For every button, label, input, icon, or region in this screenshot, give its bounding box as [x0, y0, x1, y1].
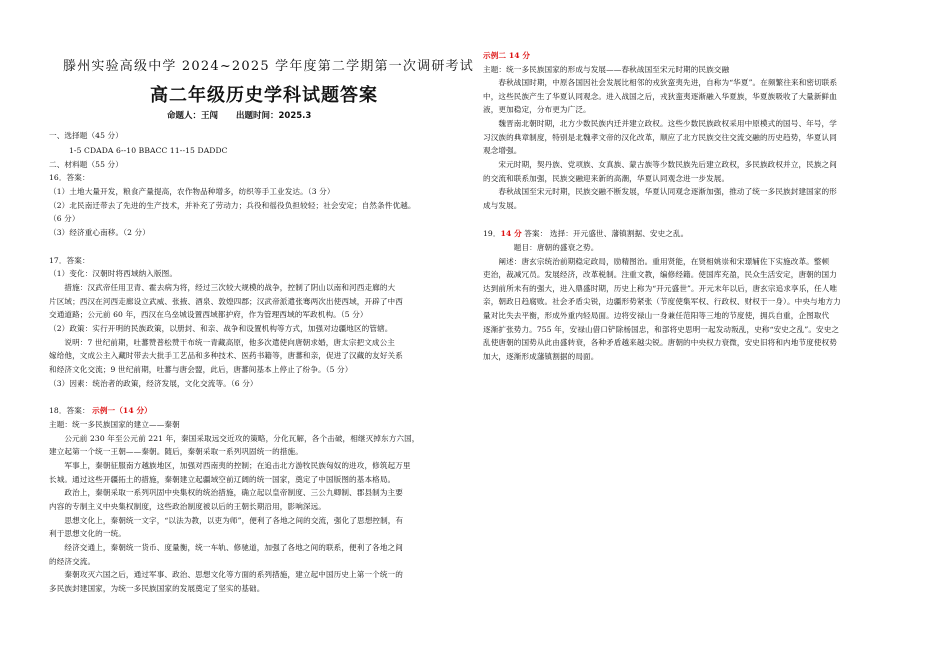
q18-heading	[49, 405, 152, 416]
q17-text: 和经济文化交流；9 世纪前期，吐蕃与唐会盟，此后，唐蕃间基本上停止了纷争。（5 分）	[49, 365, 353, 374]
q18-ex2-text: 的交流和联系加强，民族交融迎来新的高潮，华夏认同观念进一步发展。	[483, 174, 730, 183]
q17-text: 说明：7 世纪前期，吐蕃赞普松赞干布统一青藏高原，他多次遣使向唐朝求婚，唐太宗把文成公主	[49, 338, 395, 347]
q17-text: 片区域；西汉在河西走廊设立武威、张掖、酒泉、敦煌四郡；汉武帝派遣张骞两次出使西域，开辟了中西	[49, 297, 403, 306]
q18-text: 军事上，秦朝征服南方越族地区，加强对西南夷的控制；在追击北方游牧民族匈奴的进攻，修筑起万里	[49, 461, 411, 470]
q19-text: 阐述：唐玄宗统治前期稳定政局，励精图治。重用贤能，在贤相姚崇和宋璟辅佐下实施改革。整顿	[483, 257, 830, 266]
q19-heading	[483, 228, 688, 239]
page-title: 高二年级历史学科试题答案	[150, 85, 378, 106]
q18-text: 思想文化上，秦朝统一文字，“以法为教，以吏为师”，便利了各地之间的交流，强化了思想控制，有	[49, 516, 404, 525]
q18-text: 政治上，秦朝采取一系列巩固中央集权的统治措施，确立起以皇帝制度、三公九卿制、郡县制为主要	[49, 488, 403, 497]
q18-text: 内容的专制主义中央集权制度，这些政治制度被以后的王朝长期沿用，影响深远。	[49, 502, 326, 511]
q16-answer-2: （2）北民南迁带去了先进的生产技术，并补充了劳动力；兵役和徭役负担较轻；社会安定；自然条件优越。	[49, 201, 416, 210]
q18-text: 的经济交流。	[49, 557, 96, 566]
exam-time: 出题时间：2025.3	[236, 111, 312, 121]
section-choice-heading: 一、选择题（45 分）	[49, 131, 123, 140]
q19-text: 亲，朝政日趋腐败。社会矛盾尖锐，边疆形势紧张（节度使集军权、行政权、财权于一身）。中央与地方力	[483, 297, 841, 306]
q19-topic: 题目：唐朝的盛衰之势。	[483, 243, 599, 252]
q18-ex2-text: 主题：统一多民族国家的形成与发展——春秋战国至宋元时期的民族交融	[483, 65, 730, 74]
q19-score: 14 分	[500, 229, 522, 238]
q18-text: 经济交通上，秦朝统一货币、度量衡，统一车轨、修驰道，加强了各地之间的联系，便利了各地之间	[49, 543, 403, 552]
q19-text: 乱使唐朝的国势从此由盛转衰，各种矛盾越来越尖锐。唐朝的中央权力衰微，安史旧将和内地节度使权势	[483, 338, 837, 347]
q19-label: 19．	[483, 229, 501, 238]
q19-text: 逐渐扩张势力。755 年，安禄山借口铲除杨国忠，和部将史思明一起发动叛乱，史称“安史之乱”。安史之	[483, 325, 840, 334]
q18-ex2-text: 液，更加稳定，分布更为广泛。	[483, 105, 591, 114]
author-time-line	[167, 109, 329, 121]
q18-ex2-text: 观念增强。	[483, 146, 522, 155]
q19-text: 吏治，裁减冗员。发展经济，改革税制。注重文教，编修经籍。使国库充盈，民众生活安定，唐朝的国力	[483, 270, 837, 279]
q18-text: 建立起第一个统一王朝——秦朝。随后，秦朝采取一系列巩固统一的措施。	[49, 447, 303, 456]
q17-heading: 17．答案：	[49, 256, 90, 265]
q16-answer-1: （1）土地大量开发，粮食产量提高，农作物品种增多，纺织等手工业发达。（3 分）	[49, 187, 335, 196]
q18-text: 公元前 230 年至公元前 221 年，秦国采取远交近攻的策略，分化瓦解，各个击破，相继灭掉东方六国，	[49, 434, 420, 443]
q18-ex2-text: 春秋战国时期，中原各国因社会发展比相邻的戎狄蛮夷先进，自称为“华夏”。在频繁往来和密切联系	[483, 78, 838, 87]
q17-text: 措施：汉武帝任用卫青、霍去病为将，经过三次较大规模的战争，控制了阴山以南和河西走廊的大	[49, 283, 396, 292]
q18-ex2-text: 习汉族的典章制度，特别是北魏孝文帝的汉化改革，顺应了北方民族交往交流交融的历史趋势，华夏认同	[483, 133, 837, 142]
q17-text: 交通道路；公元前 60 年，西汉在乌垒城设置西域都护府，作为管理西域的军政机构。（5 分）	[49, 310, 368, 319]
q18-ex2-text: 魏晋南北朝时期，北方少数民族内迁并建立政权。这些少数民族政权采用中原模式的国号、年号，学	[483, 119, 837, 128]
q18-text: 利于思想文化的一统。	[49, 529, 126, 538]
q18-example-tag: 示例一（14 分）	[92, 406, 152, 415]
section-material-heading: 二、材料题（55 分）	[49, 160, 123, 169]
q18-text: 秦朝攻灭六国之后，通过军事、政治、思想文化等方面的系列措施，建立起中国历史上第一个统一的	[49, 570, 403, 579]
q16-answer-2-cont: （6 分）	[49, 214, 80, 223]
q18-ex2-text: 中，这些民族产生了华夏认同观念。进入战国之后，戎狄蛮夷逐渐融入华夏族，华夏族吸收了大量新鲜血	[483, 92, 837, 101]
q17-text: （2）政策：实行开明的民族政策，以册封、和亲、战争和设置机构等方式，加强对边疆地区的管辖。	[49, 324, 393, 333]
q19-text: 加大，逐渐形成藩镇割据的局面。	[483, 352, 599, 361]
example-two-tag: 示例二 14 分	[483, 51, 531, 60]
q16-heading: 16．答案：	[49, 173, 90, 182]
q18-text: 主题：统一多民族国家的建立——秦朝	[49, 420, 180, 429]
q18-label: 18．答案：	[49, 406, 90, 415]
q17-text: 嫁给他，文成公主入藏时带去大批手工艺品和多种技术、医药书籍等，唐蕃和亲，促进了汉藏的友好关系	[49, 351, 403, 360]
q18-ex2-text: 成与发展。	[483, 201, 522, 210]
q18-ex2-text: 春秋战国至宋元时期，民族交融不断发展，华夏认同观念逐渐加强，推动了统一多民族封建国家的形	[483, 187, 837, 196]
q19-text: 量对比失去平衡，形成外重内轻局面。边将安禄山一身兼任范阳等三地的节度使，拥兵自重，企图取代	[483, 311, 830, 320]
author: 命题人：王闯	[167, 111, 219, 121]
q17-text: （3）因素：统治者的政策，经济发展，文化交流等。（6 分）	[49, 379, 258, 388]
q16-answer-3: （3）经济重心南移。（2 分）	[49, 228, 150, 237]
q18-text: 多民族封建国家，为统一多民族国家的发展奠定了坚实的基础。	[49, 584, 265, 593]
q17-text: （1）变化：汉朝时将西域纳入版图。	[49, 269, 178, 278]
q19-choice: 答案： 选择：开元盛世、藩镇割据、安史之乱。	[524, 229, 689, 238]
choice-answers: 1-5 CDADA 6--10 BBACC 11--15 DADDC	[69, 146, 228, 155]
q18-text: 长城。通过这些开疆拓土的措施，秦朝建立起疆域空前辽阔的统一国家，奠定了中国版图的基本格局。	[49, 475, 396, 484]
q18-ex2-text: 宋元时期，契丹族、党项族、女真族、蒙古族等少数民族先后建立政权，多民族政权并立，民族之间	[483, 160, 837, 169]
q19-text: 达到前所未有的强大，进入鼎盛时期，历史上称为“开元盛世”。开元末年以后，唐玄宗追求享乐，任人唯	[483, 284, 838, 293]
school-exam-line: 滕州实验高级中学 2024~2025 学年度第二学期第一次调研考试	[63, 59, 474, 74]
